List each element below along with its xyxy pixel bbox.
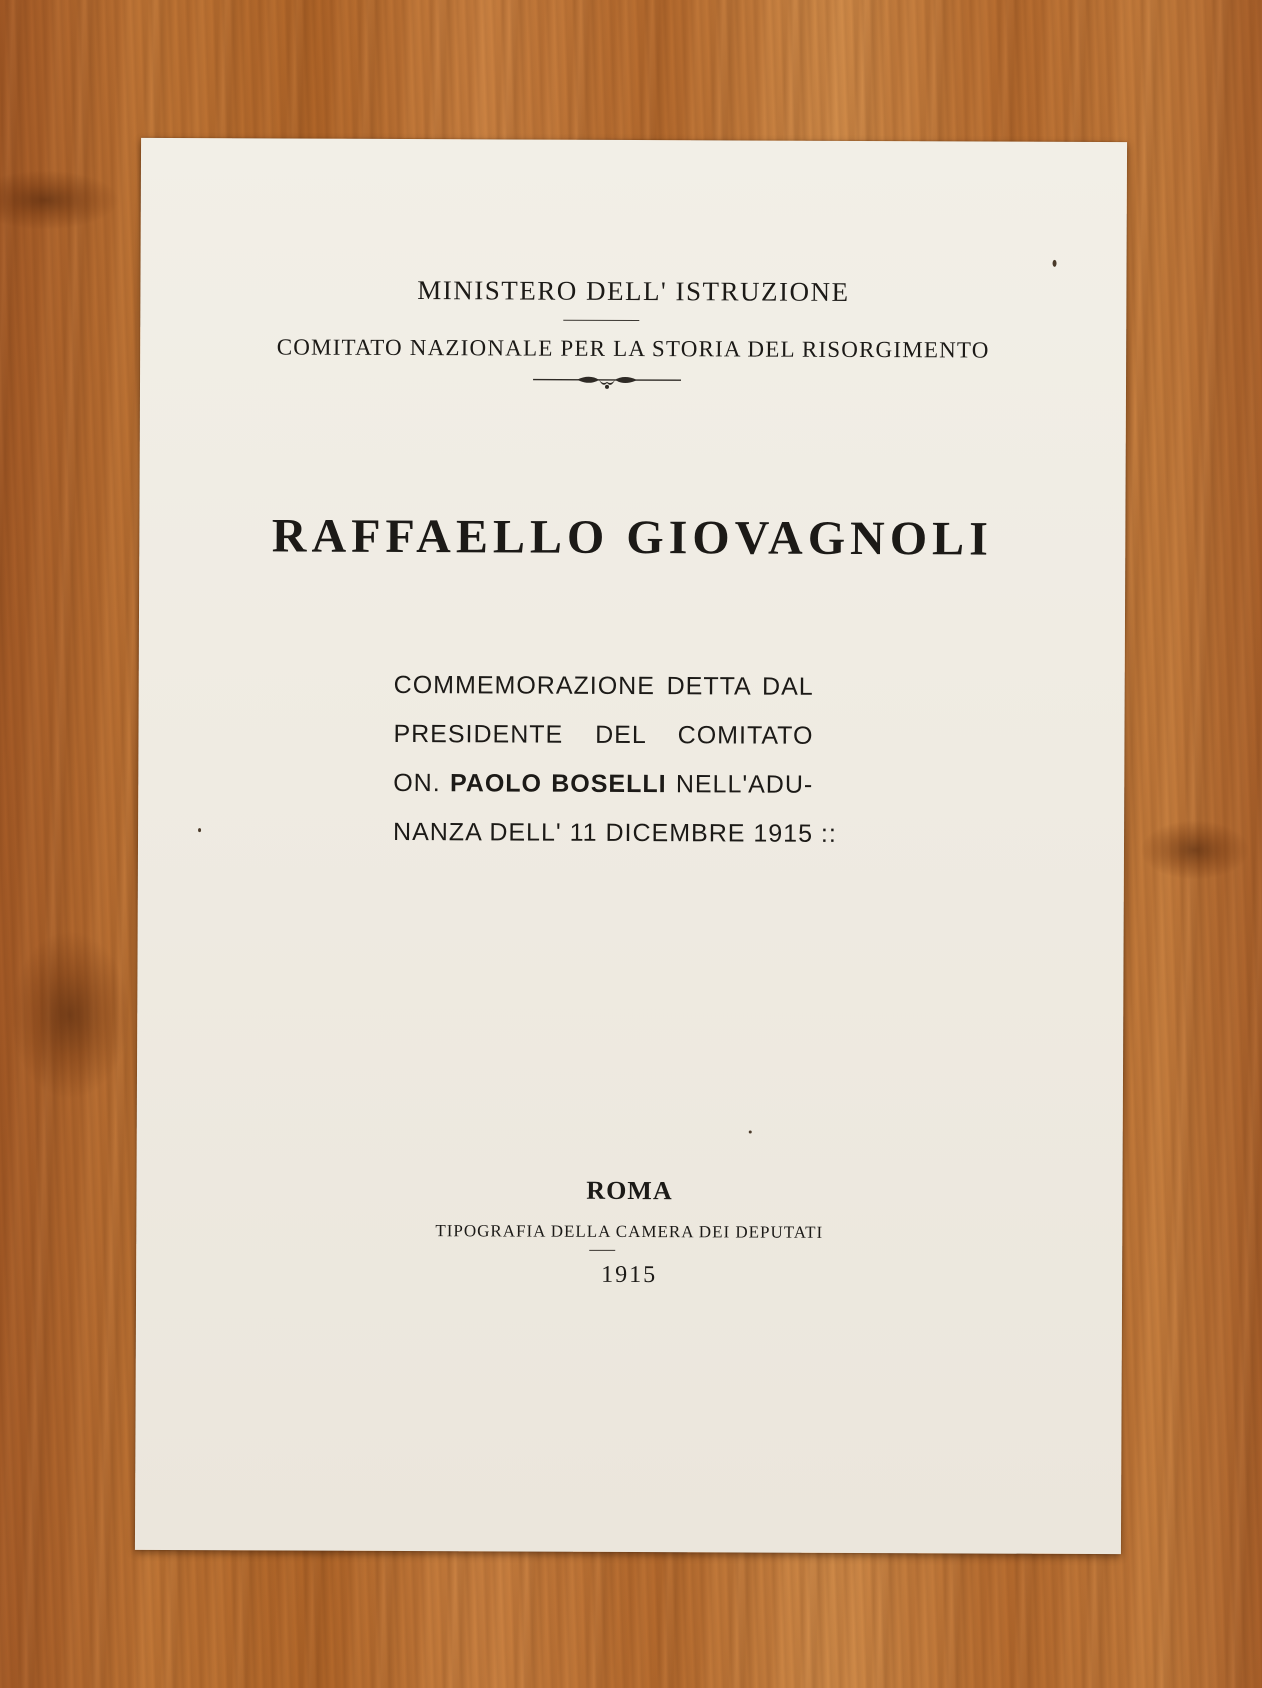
honorific: ON. (393, 768, 441, 798)
wood-knot (0, 170, 120, 230)
text-line: NANZA DELL' 11 DICEMBRE 1915 :: (392, 817, 837, 848)
imprint-publisher: TIPOGRAFIA DELLA CAMERA DEI DEPUTATI (435, 1221, 824, 1242)
divider-rule (563, 320, 639, 321)
paper-speck (198, 828, 201, 832)
ornamental-rule-icon (533, 372, 681, 393)
paper-speck (1053, 260, 1057, 267)
divider-rule (589, 1250, 615, 1251)
committee-heading: COMITATO NAZIONALE PER LA STORIA DEL RISORGIMENTO (276, 334, 990, 363)
page-title: RAFFAELLO GIOVAGNOLI (271, 509, 993, 566)
document-page (135, 138, 1127, 1554)
text-line: PRESIDENTE DEL COMITATO (393, 719, 814, 750)
ministry-heading: MINISTERO DELL' ISTRUZIONE (417, 275, 850, 307)
speaker-name: PAOLO BOSELLI (449, 769, 667, 799)
text-line (393, 759, 813, 810)
wood-knot (10, 930, 130, 1100)
commemoration-text (392, 661, 837, 859)
imprint-year: 1915 (601, 1261, 658, 1289)
imprint-city: ROMA (586, 1175, 673, 1206)
text-fragment: NELL'ADU- (675, 770, 814, 799)
paper-speck (749, 1131, 752, 1134)
text-line: COMMEMORAZIONE DETTA DAL (393, 670, 814, 701)
wood-knot (1140, 820, 1250, 880)
